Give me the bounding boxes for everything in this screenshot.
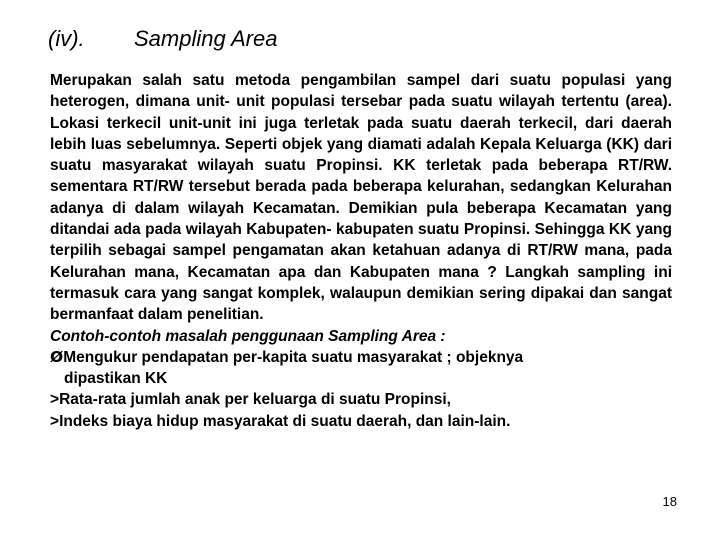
slide-heading bbox=[48, 24, 277, 54]
bullet-marker: > bbox=[50, 412, 60, 430]
example-item bbox=[50, 389, 672, 410]
examples-section bbox=[50, 326, 672, 432]
example-item-text: Rata-rata jumlah anak per keluarga di suatu Propinsi, bbox=[59, 391, 451, 409]
heading-title: Sampling Area bbox=[134, 26, 278, 51]
main-paragraph: Merupakan salah satu metoda pengambilan sampel dari suatu populasi yang heterogen, dimana unit- unit populasi tersebar pada suatu wilayah tertentu (area). Lokasi terkecil unit-unit ini juga terletak pada suatu daerah terkecil, dari daerah lebih luas sebelumnya. Seperti objek yang diamati adalah Kepala Keluarga (KK) dari suatu masyarakat wilayah suatu Propinsi. KK terletak pada beberapa RT/RW. sementara RT/RW tersebut berada pada beberapa kelurahan, sedangkan Kelurahan adanya di dalam wilayah Kecamatan. Demikian pula beberapa Kecamatan yang ditandai ada pada wilayah Kabupaten- kabupaten suatu Propinsi. Sehingga KK yang terpilih sebagai sampel pengamatan akan ketahuan adanya di RT/RW mana, pada Kelurahan mana, Kecamatan apa dan Kabupaten mana ? Langkah sampling ini termasuk cara yang sangat komplek, walaupun demikian sering dipakai dan sangat bermanfaat dalam penelitian. bbox=[50, 72, 672, 324]
page-number: 18 bbox=[662, 494, 677, 509]
arrow-bullet-icon: Ø bbox=[50, 347, 64, 366]
examples-title: Contoh-contoh masalah penggunaan Sampling Area : bbox=[50, 327, 446, 345]
bullet-marker: > bbox=[50, 391, 60, 409]
example-item bbox=[50, 411, 672, 432]
example-item-text: Indeks biaya hidup masyarakat di suatu daerah, dan lain-lain. bbox=[59, 412, 511, 430]
example-item bbox=[50, 347, 672, 390]
example-item-text: Mengukur pendapatan per-kapita suatu masyarakat ; objeknya bbox=[63, 348, 524, 366]
body-text bbox=[50, 70, 672, 432]
heading-number: (iv). bbox=[48, 26, 85, 51]
example-item-continuation: dipastikan KK bbox=[64, 370, 168, 388]
